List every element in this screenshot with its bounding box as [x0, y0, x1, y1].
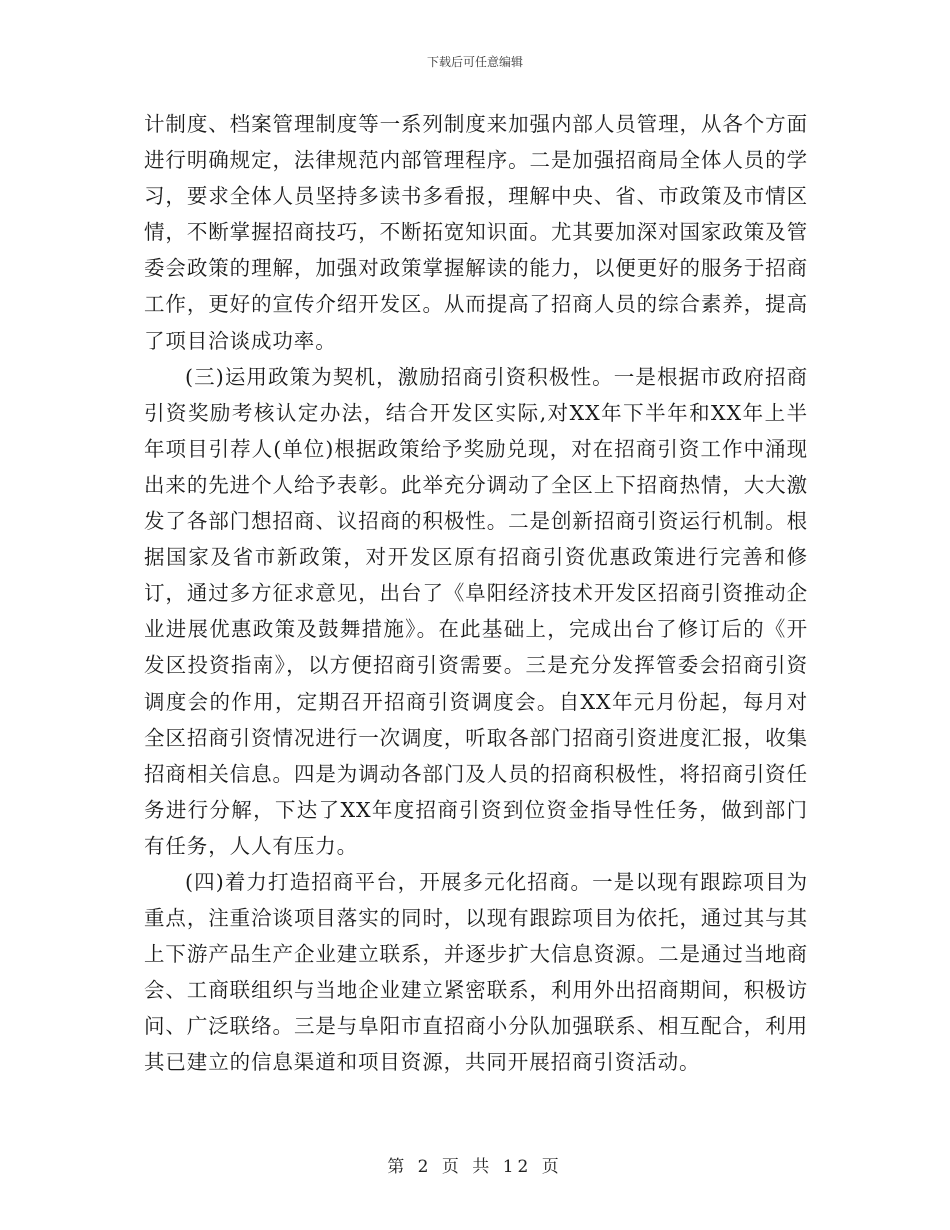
paragraph-continuation: 计制度、档案管理制度等一系列制度来加强内部人员管理，从各个方面进行明确规定，法律规范内部管理程序。二是加强招商局全体人员的学习，要求全体人员坚持多读书多看报，理解中央、省、市政策及市情区情，不断掌握招商技巧，不断拓宽知识面。尤其要加深对国家政策及管委会政策的理解，加强对政策掌握解读的能力，以便更好的服务于招商工作，更好的宣传介绍开发区。从而提高了招商人员的综合素养，提高了项目洽谈成功率。	[144, 112, 808, 353]
page-header: 下载后可任意编辑	[426, 55, 523, 69]
document-body	[144, 106, 808, 1081]
paragraph-section-3: (三)运用政策为契机，激励招商引资积极性。一是根据市政府招商引资奖励考核认定办法，结合开发区实际,对XX年下半年和XX年上半年项目引荐人(单位)根据政策给予奖励兑现，对在招商引资工作中涌现出来的先进个人给予表彰。此举充分调动了全区上下招商热情，大大激发了各部门想招商、议招商的积极性。二是创新招商引资运行机制。根据国家及省市新政策，对开发区原有招商引资优惠政策进行完善和修订，通过多方征求意见，出台了《阜阳经济技术开发区招商引资推动企业进展优惠政策及鼓舞措施》。在此基础上，完成出台了修订后的《开发区投资指南》，以方便招商引资需要。三是充分发挥管委会招商引资调度会的作用，定期召开招商引资调度会。自XX年元月份起，每月对全区招商引资情况进行一次调度，听取各部门招商引资进度汇报，收集招商相关信息。四是为调动各部门及人员的招商积极性，将招商引资任务进行分解，下达了XX年度招商引资到位资金指导性任务，做到部门有任务，人人有压力。	[144, 364, 808, 858]
page-footer: 第 2 页 共 12 页	[387, 1157, 563, 1177]
paragraph-section-4: (四)着力打造招商平台，开展多元化招商。一是以现有跟踪项目为重点，注重洽谈项目落实的同时，以现有跟踪项目为依托，通过其与其上下游产品生产企业建立联系，并逐步扩大信息资源。二是通过当地商会、工商联组织与当地企业建立紧密联系，利用外出招商期间，积极访问、广泛联络。三是与阜阳市直招商小分队加强联系、相互配合，利用其已建立的信息渠道和项目资源，共同开展招商引资活动。	[144, 869, 808, 1075]
